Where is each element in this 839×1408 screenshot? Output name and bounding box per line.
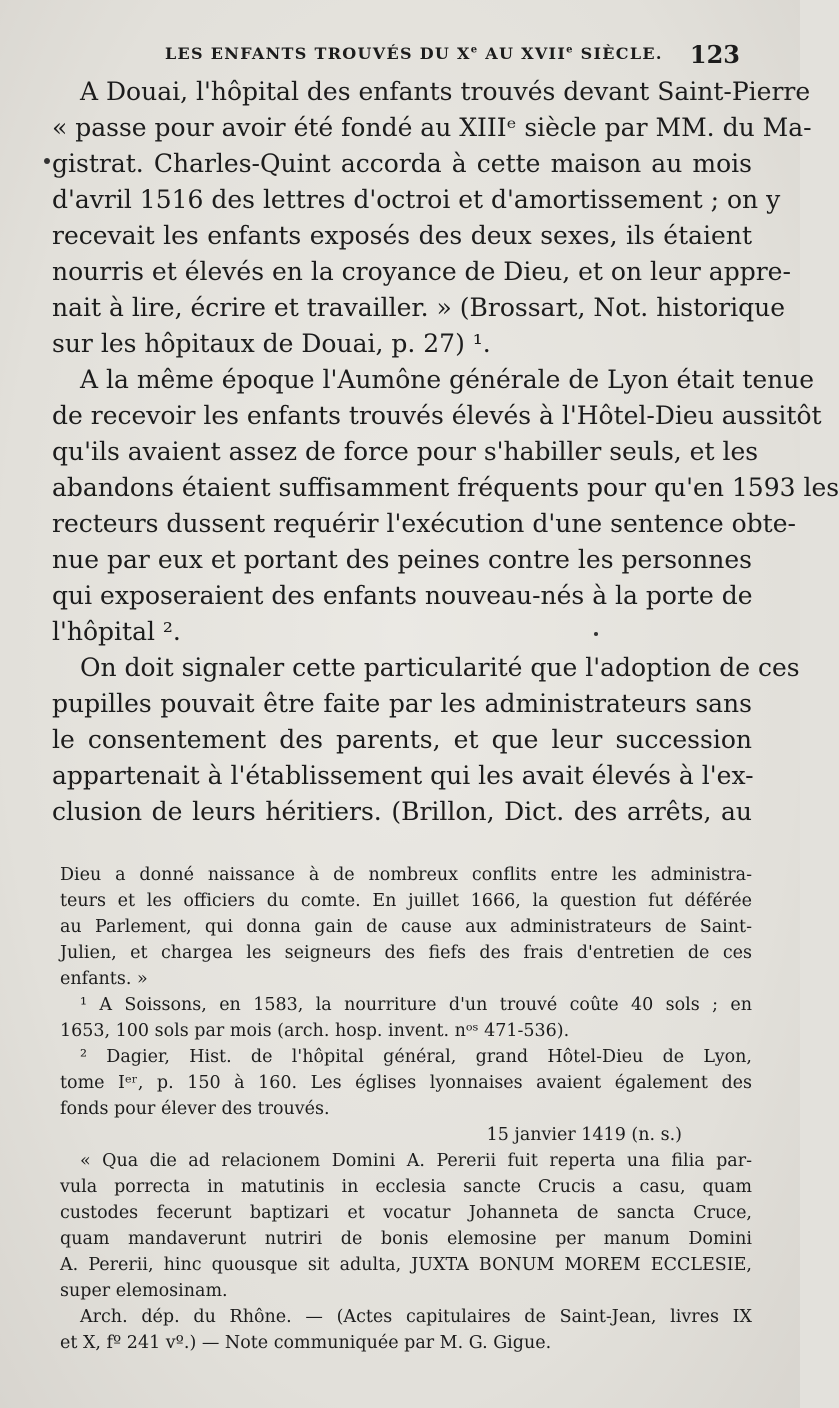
running-head: [165, 40, 740, 70]
footnote-line: fonds pour élever des trouvés.: [60, 1099, 330, 1119]
running-head-title: LES ENFANTS TROUVÉS DU Xe AU XVIIe SIÈCLE.: [165, 44, 663, 63]
text-line: A la même époque l'Aumône générale de Lyon était tenue: [80, 365, 815, 394]
footnote-line: au Parlement, qui donna gain de cause aux administrateurs de Saint-: [60, 917, 752, 937]
footnote-line: Arch. dép. du Rhône. — (Actes capitulaires de Saint-Jean, livres IX: [80, 1307, 752, 1327]
footnote-line: vula porrecta in matutinis in ecclesia sancte Crucis a casu, quam: [60, 1177, 752, 1197]
text-line: le consentement des parents, et que leur succession: [52, 725, 752, 754]
text-line: d'avril 1516 des lettres d'octroi et d'amortissement ; on y: [52, 185, 781, 214]
text-line: qui exposeraient des enfants nouveau-nés à la porte de: [52, 581, 753, 610]
main-text: [52, 74, 839, 830]
margin-ink-mark: [594, 632, 598, 636]
text-line: l'hôpital ².: [52, 617, 181, 646]
text-line: sur les hôpitaux de Douai, p. 27) ¹.: [52, 329, 491, 358]
footnote-line: ² Dagier, Hist. de l'hôpital général, grand Hôtel-Dieu de Lyon,: [80, 1047, 752, 1067]
text-line: de recevoir les enfants trouvés élevés à l'Hôtel-Dieu aussitôt: [52, 401, 822, 430]
footnote-line: Julien, et chargea les seigneurs des fiefs des frais d'entretien de ces: [60, 943, 752, 963]
text-line: abandons étaient suffisamment fréquents pour qu'en 1593 les: [52, 473, 839, 502]
text-line: nourris et élevés en la croyance de Dieu, et on leur appre-: [52, 257, 791, 286]
footnote-line: et X, fº 241 vº.) — Note communiquée par M. G. Gigue.: [60, 1333, 552, 1353]
text-line: recevait les enfants exposés des deux sexes, ils étaient: [52, 221, 752, 250]
text-line: pupilles pouvait être faite par les administrateurs sans: [52, 689, 752, 718]
footnote-line: enfants. »: [60, 969, 148, 989]
margin-ink-mark: [44, 158, 50, 164]
text-line: nue par eux et portant des peines contre les personnes: [52, 545, 752, 574]
footnote-line: ¹ A Soissons, en 1583, la nourriture d'un trouvé coûte 40 sols ; en: [80, 995, 752, 1015]
footnote-line: teurs et les officiers du comte. En juillet 1666, la question fut déférée: [60, 891, 752, 911]
footnote-line: « Qua die ad relacionem Domini A. Pererii fuit reperta una filia par-: [80, 1151, 752, 1171]
text-line: clusion de leurs héritiers. (Brillon, Dict. des arrêts, au: [52, 797, 752, 826]
footnote-line: quam mandaverunt nutriri de bonis elemosine per manum Domini: [60, 1229, 752, 1249]
text-line: gistrat. Charles-Quint accorda à cette maison au mois: [52, 149, 752, 178]
document-date: 15 janvier 1419 (n. s.): [486, 1125, 682, 1145]
text-line: A Douai, l'hôpital des enfants trouvés devant Saint-Pierre: [80, 77, 811, 106]
text-line: appartenait à l'établissement qui les avait élevés à l'ex-: [52, 761, 754, 790]
text-line: nait à lire, écrire et travailler. » (Brossart, Not. historique: [52, 293, 786, 322]
footnote-line: Dieu a donné naissance à de nombreux conflits entre les administra-: [60, 865, 752, 885]
page-number: 123: [689, 40, 740, 69]
text-line: recteurs dussent requérir l'exécution d'une sentence obte-: [52, 509, 796, 538]
footnote-line: super elemosinam.: [60, 1281, 228, 1301]
footnote-line: 1653, 100 sols par mois (arch. hosp. invent. nᵒˢ 471-536).: [60, 1021, 570, 1041]
text-line: qu'ils avaient assez de force pour s'habiller seuls, et les: [52, 437, 759, 466]
footnote-line: tome Iᵉʳ, p. 150 à 160. Les églises lyonnaises avaient également des: [60, 1073, 752, 1093]
footnotes: [60, 862, 752, 1356]
text-line: « passe pour avoir été fondé au XIIIᵉ siècle par MM. du Ma-: [52, 113, 812, 142]
footnote-line: custodes fecerunt baptizari et vocatur Johanneta de sancta Cruce,: [60, 1203, 752, 1223]
text-line: On doit signaler cette particularité que l'adoption de ces: [80, 653, 800, 682]
footnote-line: A. Pererii, hinc quousque sit adulta, JUXTA BONUM MOREM ECCLESIE,: [60, 1255, 752, 1275]
